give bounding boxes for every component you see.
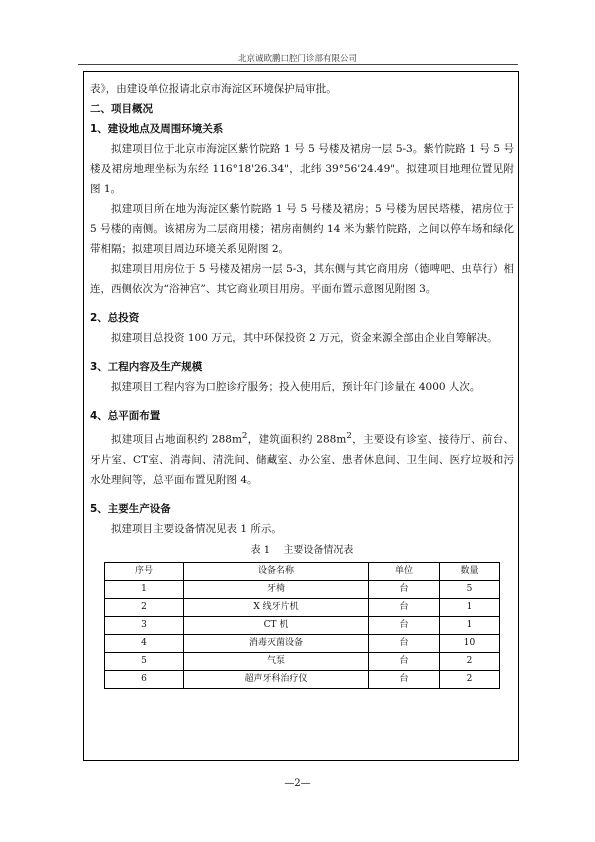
cell-number: 2 [105, 598, 184, 616]
equipment-table [104, 562, 500, 689]
paragraph-location-2: 拟建项目所在地为海淀区紫竹院路 1 号 5 号楼及裙房；5 号楼为居民塔楼，裙房位于 5 号楼的南侧。该裙房为二层商用楼；裙房南侧约 14 米为紫竹院路，之间以停车场和绿化带相隔；拟建项目周边环境关系见附图 2。 [90, 203, 514, 255]
cell-quantity: 10 [440, 634, 500, 652]
cell-number: 6 [105, 670, 184, 688]
layout-text-c: ，主要设有诊室、接待厅、前台、牙片室、CT室、消毒间、清洗间、储藏室、办公室、患者休息间、卫生间、医疗垃圾和污水处理间等，总平面布置见附图 4。 [90, 433, 515, 486]
heading-investment: 2、总投资 [90, 312, 140, 324]
cell-unit: 台 [369, 670, 440, 688]
cell-name: CT 机 [184, 616, 369, 634]
page-number: —2— [284, 778, 311, 789]
col-header-number: 序号 [105, 562, 184, 580]
cell-number: 4 [105, 634, 184, 652]
heading-equipment: 5、主要生产设备 [90, 502, 171, 515]
cell-unit: 台 [369, 652, 440, 670]
superscript: 2 [346, 431, 352, 441]
table-row [105, 598, 500, 616]
page-header: 北京诚欧鹏口腔门诊部有限公司 [237, 54, 357, 64]
cell-name: X 线牙片机 [184, 598, 369, 616]
paragraph-layout [90, 426, 514, 490]
cell-quantity: 1 [440, 598, 500, 616]
table-row [105, 652, 500, 670]
cell-number: 1 [105, 580, 184, 598]
col-header-quantity: 数量 [440, 562, 500, 580]
content-body [84, 79, 520, 689]
paragraph-location-1: 拟建项目位于北京市海淀区紫竹院路 1 号 5 号楼及裙房一层 5-3。紫竹院路 1 号 5 号楼及裙房地理坐标为东经 116°18'26.34"，北纬 39°56'24.49"。拟建项目地理位置见附图 1。 [90, 143, 514, 195]
superscript: 2 [241, 431, 248, 441]
cell-unit: 台 [369, 634, 440, 652]
header-rule [78, 64, 518, 65]
cell-name: 牙椅 [184, 580, 369, 598]
paragraph-location-3: 拟建项目用房位于 5 号楼及裙房一层 5-3，其东侧与其它商用房（德啤吧、虫草行）相连，西侧依次为“浴神宫”、其它商业项目用房。平面布置示意图见附图 3。 [90, 263, 514, 295]
heading-layout: 4、总平面布置 [90, 410, 161, 422]
table-row [105, 670, 500, 688]
cell-quantity: 2 [440, 652, 500, 670]
content-frame [83, 71, 519, 761]
col-header-unit: 单位 [369, 562, 440, 580]
col-header-name: 设备名称 [184, 562, 369, 580]
cell-number: 5 [105, 652, 184, 670]
cell-unit: 台 [369, 616, 440, 634]
table-header-row [105, 562, 500, 580]
heading-location: 1、建设地点及周围环境关系 [90, 123, 224, 135]
layout-text-a: 拟建项目占地面积约 288m [111, 433, 242, 446]
intro-line: 表》，由建设单位报请北京市海淀区环境保护局审批。 [90, 83, 337, 95]
table-row [105, 634, 500, 652]
table-caption: 表 1 主要设备情况表 [250, 544, 354, 556]
cell-unit: 台 [369, 580, 440, 598]
cell-number: 3 [105, 616, 184, 634]
cell-quantity: 2 [440, 670, 500, 688]
cell-name: 超声牙科治疗仪 [184, 670, 369, 688]
paragraph-investment: 拟建项目总投资 100 万元，其中环保投资 2 万元，资金来源全部由企业自筹解决。 [111, 332, 498, 344]
cell-quantity: 5 [440, 580, 500, 598]
cell-quantity: 1 [440, 616, 500, 634]
table-row [105, 616, 500, 634]
paragraph-equipment: 拟建项目主要设备情况见表 1 所示。 [111, 522, 282, 535]
cell-unit: 台 [369, 598, 440, 616]
layout-text-b: ，建筑面积约 288m [247, 433, 347, 446]
section-title-project-overview: 二、项目概况 [90, 103, 153, 115]
cell-name: 消毒灭菌设备 [184, 634, 369, 652]
table-row [105, 580, 500, 598]
paragraph-scope: 拟建项目工程内容为口腔诊疗服务；投入使用后，预计年门诊量在 4000 人次。 [111, 381, 481, 393]
cell-name: 气泵 [184, 652, 369, 670]
heading-scope: 3、工程内容及生产规模 [90, 361, 203, 373]
